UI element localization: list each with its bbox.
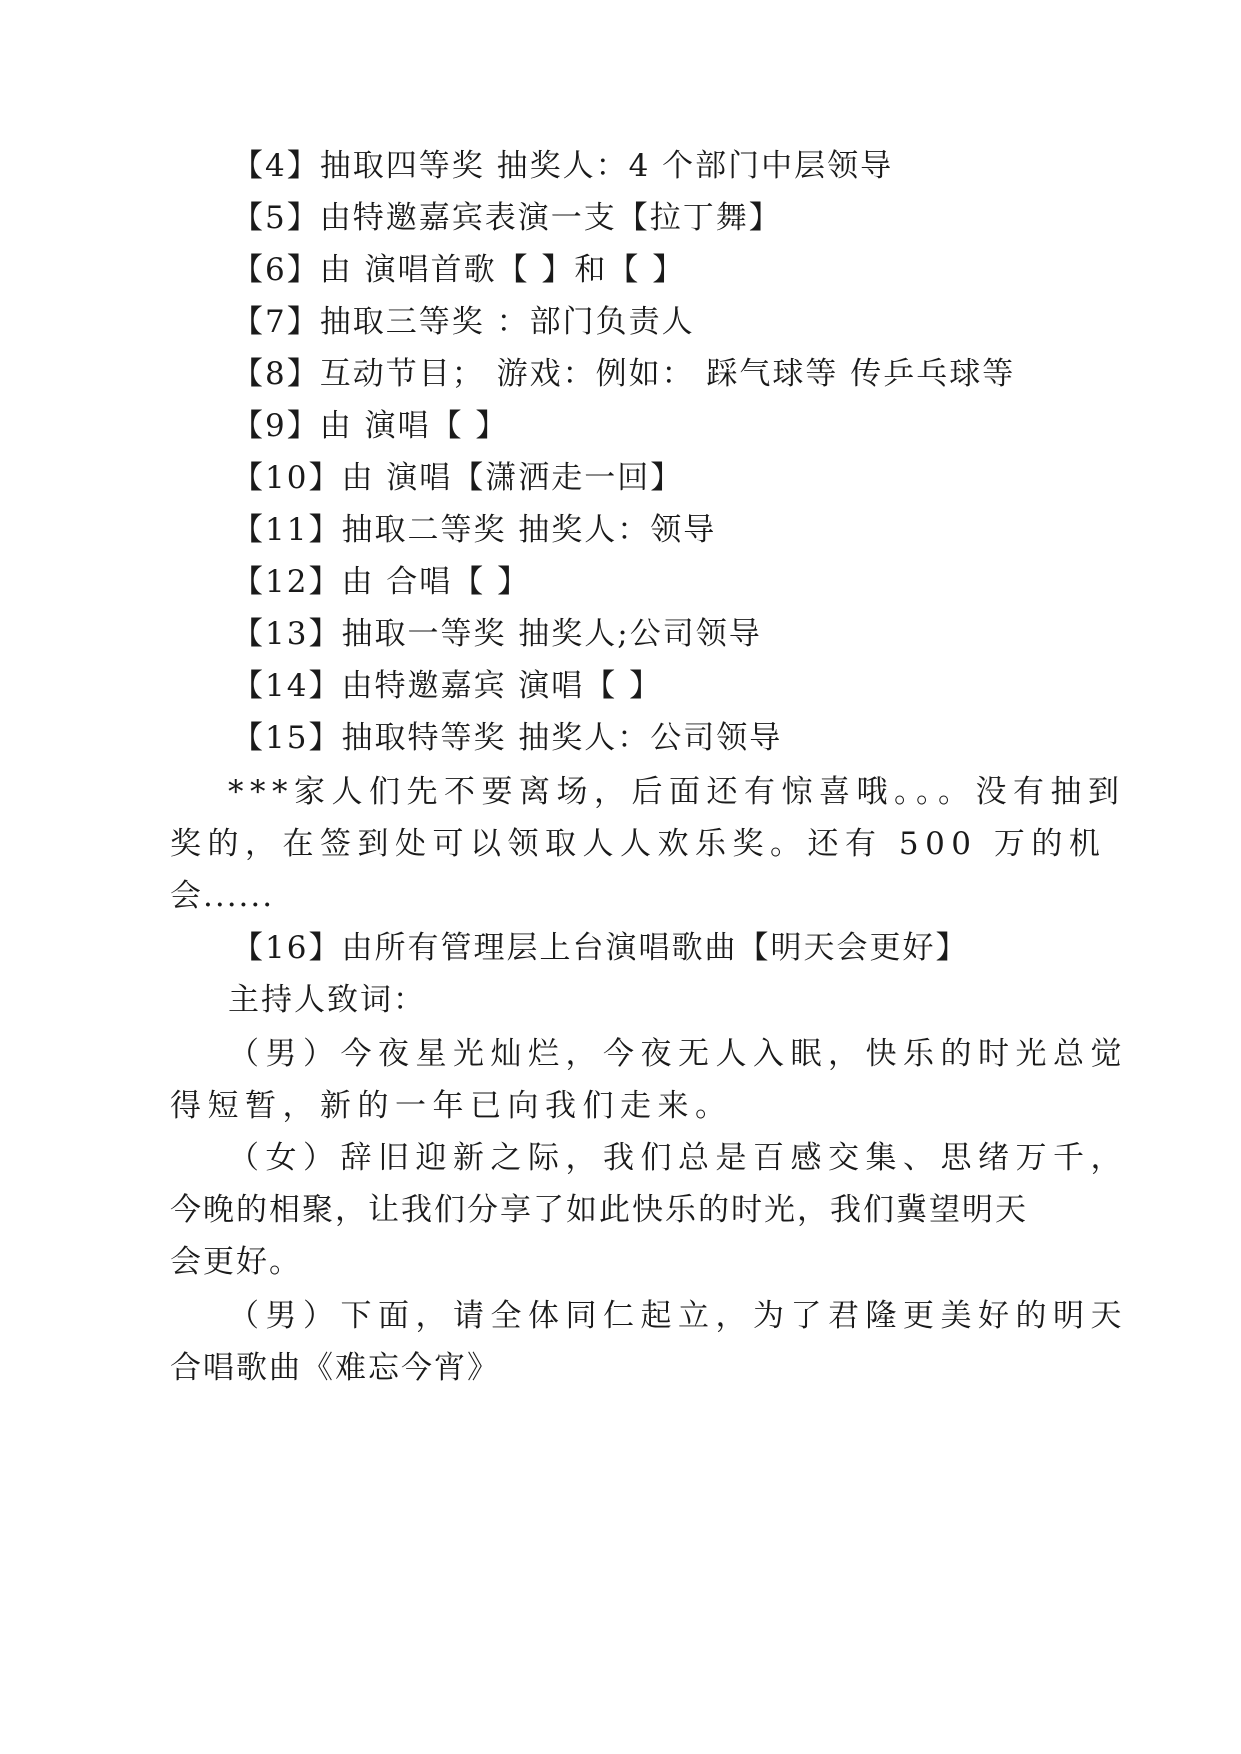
program-item-11: 【11】抽取二等奖 抽奖人：领导	[232, 512, 717, 548]
female-speech-1-line-1: （女）辞旧迎新之际，我们总是百感交集、思绪万千，	[228, 1140, 1128, 1176]
program-item-9: 【9】由 演唱【 】	[232, 408, 509, 444]
male-speech-2-line-1: （男）下面，请全体同仁起立，为了君隆更美好的明天	[228, 1298, 1128, 1334]
male-speech-1-line-2: 得短暂，新的一年已向我们走来。	[170, 1088, 733, 1124]
female-speech-1-line-3: 会更好。	[170, 1244, 302, 1280]
program-item-6: 【6】由 演唱首歌【 】和【 】	[232, 252, 686, 288]
host-speech-title: 主持人致词：	[228, 982, 426, 1018]
program-item-7: 【7】抽取三等奖 ：部门负责人	[232, 304, 695, 340]
notice-line-3: 会......	[170, 878, 275, 914]
program-item-13: 【13】抽取一等奖 抽奖人;公司领导	[232, 616, 762, 652]
program-item-12: 【12】由 合唱【 】	[232, 564, 531, 600]
program-item-4: 【4】抽取四等奖 抽奖人：4 个部门中层领导	[232, 148, 894, 184]
program-item-16: 【16】由所有管理层上台演唱歌曲【明天会更好】	[232, 930, 969, 966]
program-item-10: 【10】由 演唱【潇洒走一回】	[232, 460, 684, 496]
program-item-8: 【8】互动节目； 游戏：例如： 踩气球等 传乒乓球等	[232, 356, 1016, 392]
notice-line-1: ***家人们先不要离场，后面还有惊喜哦。。。没有抽到	[228, 774, 1126, 810]
program-item-15: 【15】抽取特等奖 抽奖人：公司领导	[232, 720, 783, 756]
notice-line-2: 奖的，在签到处可以领取人人欢乐奖。还有 500 万的机	[170, 826, 1107, 862]
male-speech-2-line-2: 合唱歌曲《难忘今宵》	[170, 1350, 500, 1386]
program-item-5: 【5】由特邀嘉宾表演一支【拉丁舞】	[232, 200, 782, 236]
male-speech-1-line-1: （男）今夜星光灿烂，今夜无人入眠，快乐的时光总觉	[228, 1036, 1128, 1072]
program-item-14: 【14】由特邀嘉宾 演唱【 】	[232, 668, 663, 704]
female-speech-1-line-2: 今晚的相聚，让我们分享了如此快乐的时光，我们冀望明天	[170, 1192, 1028, 1228]
